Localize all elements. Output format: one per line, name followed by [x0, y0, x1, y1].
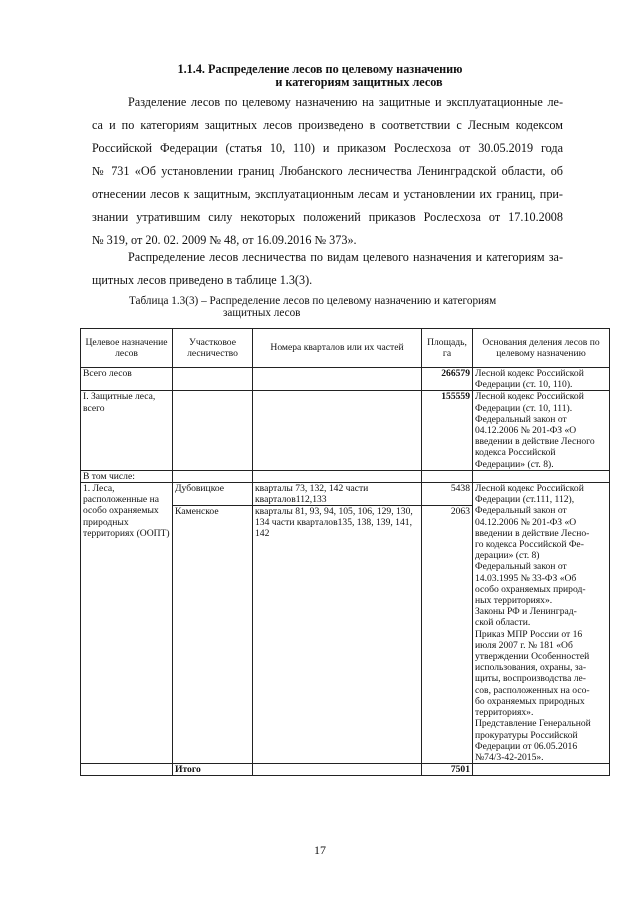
paragraph-2 — [92, 246, 563, 292]
basis-line: 04.12.2006 № 201-ФЗ «О — [475, 516, 577, 528]
paragraph-line: Российской Федерации (статья 10, 110) и приказом Рослесхоза от 30.05.2019 года — [92, 141, 563, 155]
paragraph-line: щитных лесов приведено в таблице 1.3(3). — [92, 273, 313, 287]
paragraph-line: Распределение лесов лесничества по видам целевого назначения и категориям за- — [128, 250, 563, 264]
basis-line: го кодекса Российской Фе- — [475, 539, 584, 551]
basis-line: использования, охраны, за- — [475, 662, 587, 674]
cell-quarters — [253, 368, 422, 391]
header-purpose: Целевое назначение лесов — [81, 329, 173, 368]
basis-line: ных территориях». — [475, 595, 553, 607]
basis-line: сов, расположенных на осо- — [475, 684, 590, 696]
cell-basis: Лесной кодекс Российской Федерации (ст. 10, 110). — [473, 368, 610, 391]
cell-purpose: Всего лесов — [81, 368, 173, 391]
header-quarters: Номера кварталов или их частей — [253, 329, 422, 368]
paragraph-line: № 731 «Об установлении границ Любанского лесничества Ленинградской области, об — [92, 164, 563, 178]
quarters-kamenskoe: кварталы 81, 93, 94, 105, 106, 129, 130, 134 части кварталов135, 138, 139, 141, 142 — [253, 505, 421, 540]
cell-total-label: Итого — [173, 764, 253, 776]
basis-line: введении в действие Лесно- — [475, 527, 590, 539]
paragraph-1 — [92, 91, 563, 252]
basis-line: дерации» (ст. 8) — [475, 550, 540, 562]
basis-line: утверждении Особенностей — [475, 651, 590, 663]
table-row-total — [81, 764, 610, 776]
table-row-protective — [81, 391, 610, 470]
header-area: Площадь, га — [422, 329, 473, 368]
cell-area-list — [422, 483, 473, 764]
section-heading-line1: 1.1.4. Распределение лесов по целевому назначению — [177, 62, 463, 76]
quarters-dubovitskoe: кварталы 73, 132, 142 части кварталов112,133 — [255, 483, 369, 506]
area-dubovitskoe: 5438 — [450, 483, 470, 495]
table-row-all-forests — [81, 368, 610, 391]
table-row-including — [81, 470, 610, 482]
basis-line: Законы РФ и Ленинград- — [475, 606, 577, 618]
basis-line: прокуратуры Российской — [475, 729, 578, 741]
basis-line: территориях». — [475, 707, 534, 719]
cell-quarters-list — [253, 483, 422, 764]
paragraph-line: отнесении лесов к защитным, эксплуатационным лесам и установлении их границ, при- — [92, 187, 563, 201]
basis-line: щиты, воспроизводства ле- — [475, 673, 586, 685]
cell-quarters — [253, 391, 422, 470]
cell-area: 155559 — [422, 391, 473, 470]
table-caption — [129, 295, 496, 319]
section-heading — [0, 63, 640, 89]
basis-line: 14.03.1995 № 33-ФЗ «Об — [475, 572, 577, 584]
paragraph-line: Разделение лесов по целевому назначению на защитные и эксплуатационные ле- — [128, 95, 563, 109]
basis-line: Федерации (ст.111, 112), — [475, 494, 575, 506]
cell-purpose: I. Защитные леса, всего — [81, 391, 173, 470]
basis-line: Представление Генеральной — [475, 718, 591, 730]
cell-basis — [473, 483, 610, 764]
header-basis: Основания деления лесов по целевому назначению — [473, 329, 610, 368]
district-kamenskoe: Каменское — [173, 505, 252, 517]
paragraph-line: № 319, от 20. 02. 2009 № 48, от 16.09.2016 № 373». — [92, 233, 357, 247]
cell-including: В том числе: — [81, 470, 173, 482]
page-number: 17 — [314, 843, 326, 857]
cell-area: 266579 — [422, 368, 473, 391]
cell-purpose: 1. Леса, расположенные на особо охраняемых природных территориях (ООПТ) — [81, 483, 173, 764]
basis-line: бо охраняемых природных — [475, 695, 585, 707]
basis-line: ской области. — [475, 617, 531, 629]
basis-line: №74/3-42-2015». — [475, 751, 544, 763]
cell-district — [173, 368, 253, 391]
basis-line: особо охраняемых природ- — [475, 583, 586, 595]
header-district: Участковое лесничество — [173, 329, 253, 368]
basis-line: Федеральный закон от — [475, 505, 567, 517]
basis-line: Приказ МПР России от 16 — [475, 628, 583, 640]
forest-distribution-table — [80, 328, 610, 776]
cell-total-area: 7501 — [422, 764, 473, 776]
basis-line: Федерации от 06.05.2016 — [475, 740, 578, 752]
paragraph-line: са и по категориям защитных лесов произведено в соответствии с Лесным кодексом — [92, 118, 563, 132]
cell-district-list — [173, 483, 253, 764]
table-header-row — [81, 329, 610, 368]
cell-district — [173, 391, 253, 470]
district-dubovitskoe: Дубовицкое — [175, 483, 225, 495]
area-kamenskoe: 2063 — [422, 505, 472, 517]
basis-line: Федеральный закон от — [475, 561, 567, 573]
table-caption-line1: Таблица 1.3(3) – Распределение лесов по целевому назначению и категориям — [129, 295, 497, 307]
table-row-oopt — [81, 483, 610, 764]
cell-basis: Лесной кодекс Российской Федерации (ст. 10, 111). Федеральный закон от 04.12.2006 № 201-ФЗ «О введении в действие Лесного кодекса Российской Федерации» (ст. 8). — [473, 391, 610, 470]
table-caption-line2: защитных лесов — [223, 307, 301, 319]
section-heading-line2: и категориям защитных лесов — [275, 75, 443, 89]
paragraph-line: знании утратившим силу некоторых положений приказов Рослесхоза от 17.10.2008 — [92, 210, 563, 224]
basis-line: июля 2007 г. № 181 «Об — [475, 639, 573, 651]
basis-line: Лесной кодекс Российской — [475, 483, 584, 495]
